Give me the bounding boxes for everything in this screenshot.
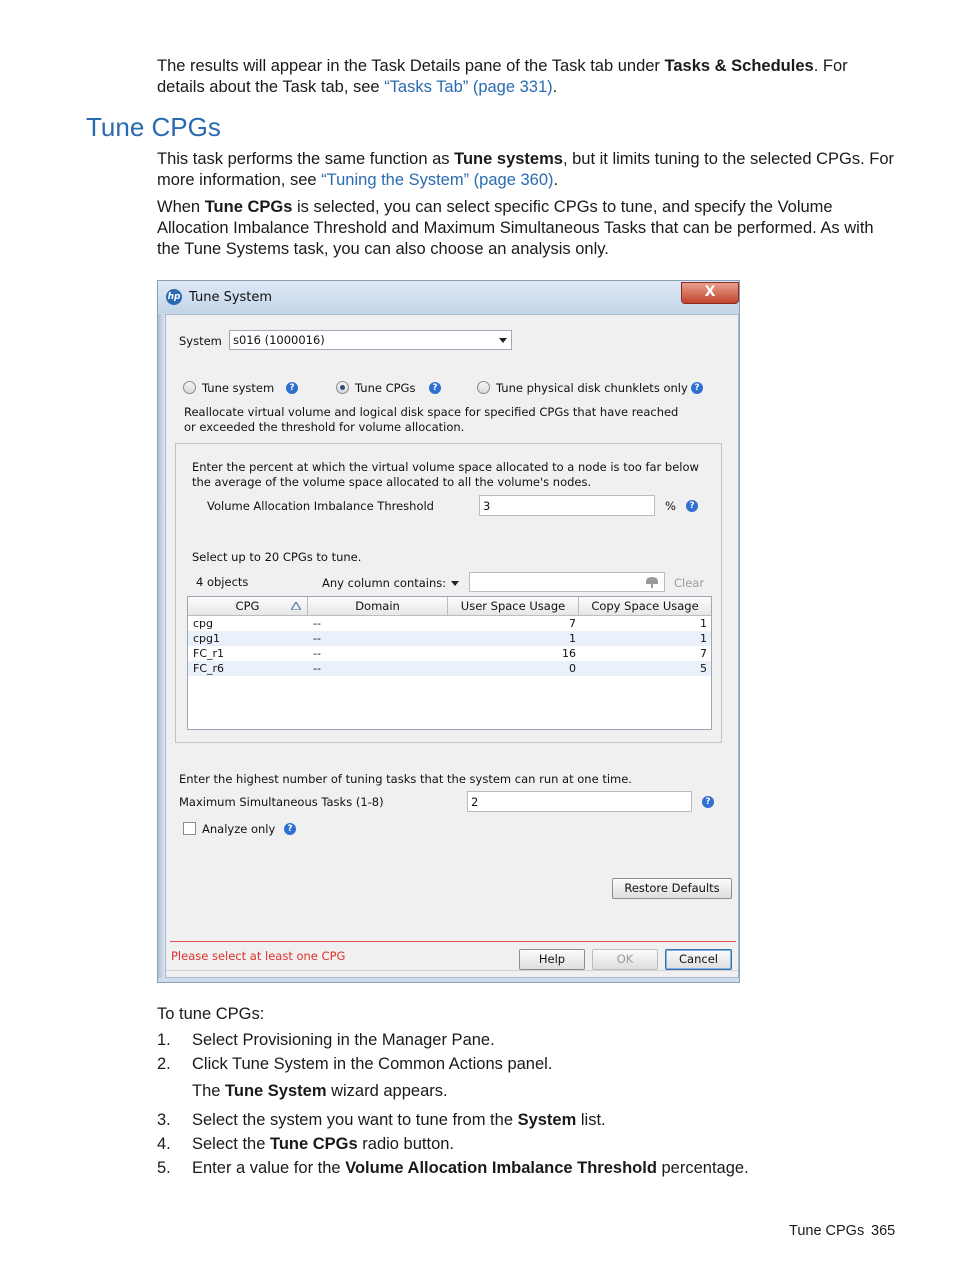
para1-text-2: , but it limits tuning to the selected CPGs. For more information, see bbox=[157, 150, 895, 189]
help-icon[interactable]: ? bbox=[686, 500, 698, 512]
step-text-bold: Volume Allocation Imbalance Threshold bbox=[345, 1159, 657, 1177]
hp-logo-icon: hp bbox=[166, 289, 182, 305]
objects-count: 4 objects bbox=[196, 575, 249, 589]
step-text bbox=[192, 1135, 454, 1154]
analyze-only-label: Analyze only bbox=[202, 822, 276, 836]
tasks-tab-link[interactable]: “Tasks Tab” (page 331) bbox=[384, 78, 553, 96]
radio-tune-cpgs-label: Tune CPGs bbox=[355, 381, 416, 395]
cell-user-space: 1 bbox=[569, 632, 576, 645]
cell-domain: -- bbox=[313, 647, 321, 660]
step-text-pre: Select the system you want to tune from the bbox=[192, 1111, 518, 1129]
cell-copy-space: 1 bbox=[700, 617, 707, 630]
step-number: 1. bbox=[157, 1031, 171, 1049]
eraser-icon bbox=[644, 575, 660, 589]
para2-text-2: is selected, you can select specific CPGs to tune, and specify the Volume Allocation Imbalance Threshold and Maximum Simultaneous Tasks that can be performed. As with the Tune Systems task, you can also choose an analysis only. bbox=[157, 198, 874, 258]
step-text-post: list. bbox=[576, 1111, 606, 1129]
step-text bbox=[192, 1111, 606, 1130]
note-text-2: wizard appears. bbox=[326, 1082, 448, 1100]
help-icon[interactable]: ? bbox=[691, 382, 703, 394]
para2-bold: Tune CPGs bbox=[204, 198, 293, 216]
step-number: 3. bbox=[157, 1111, 171, 1129]
cell-domain: -- bbox=[313, 662, 321, 675]
para-2 bbox=[157, 197, 899, 260]
cell-cpg: cpg bbox=[193, 617, 214, 630]
cell-user-space: 7 bbox=[569, 617, 576, 630]
analyze-only-checkbox[interactable] bbox=[183, 822, 196, 835]
para1-text: This task performs the same function as bbox=[157, 150, 455, 168]
column-header-cpg[interactable] bbox=[188, 597, 308, 616]
table-row[interactable] bbox=[188, 631, 711, 646]
column-header-label: CPG bbox=[235, 599, 260, 613]
para-1 bbox=[157, 149, 899, 191]
sort-ascending-icon bbox=[291, 602, 301, 610]
radio-tune-system[interactable] bbox=[183, 381, 196, 394]
cell-user-space: 16 bbox=[562, 647, 576, 660]
cell-copy-space: 7 bbox=[700, 647, 707, 660]
step-note bbox=[192, 1082, 448, 1101]
column-header-label: Domain bbox=[355, 599, 400, 613]
max-tasks-description: Enter the highest number of tuning tasks that the system can run at one time. bbox=[179, 772, 632, 786]
select-hint: Select up to 20 CPGs to tune. bbox=[192, 550, 362, 564]
filter-label: Any column contains: bbox=[322, 576, 447, 590]
button-divider bbox=[166, 970, 738, 971]
cancel-button[interactable]: Cancel bbox=[665, 949, 732, 970]
para1-bold: Tune systems bbox=[454, 150, 563, 168]
help-icon[interactable]: ? bbox=[286, 382, 298, 394]
table-row[interactable] bbox=[188, 616, 711, 631]
cell-domain: -- bbox=[313, 632, 321, 645]
threshold-input[interactable] bbox=[479, 495, 655, 516]
column-header-domain[interactable] bbox=[308, 597, 448, 616]
threshold-label: Volume Allocation Imbalance Threshold bbox=[207, 499, 434, 513]
step-text-pre: Enter a value for the bbox=[192, 1159, 346, 1177]
note-text: The bbox=[192, 1082, 226, 1100]
cell-cpg: cpg1 bbox=[193, 632, 221, 645]
threshold-description: Enter the percent at which the virtual volume space allocated to a node is too far below the average of the volume space allocated to all the volume's nodes. bbox=[192, 460, 699, 489]
step-number: 2. bbox=[157, 1055, 171, 1073]
max-tasks-value: 2 bbox=[471, 795, 479, 809]
intro-bold: Tasks & Schedules bbox=[664, 57, 814, 75]
radio-tune-chunklets[interactable] bbox=[477, 381, 490, 394]
section-heading: Tune CPGs bbox=[86, 112, 221, 142]
cell-user-space: 0 bbox=[569, 662, 576, 675]
help-button[interactable]: Help bbox=[519, 949, 585, 970]
note-bold: Tune System bbox=[225, 1082, 327, 1100]
step-text-bold: System bbox=[517, 1111, 577, 1129]
help-icon[interactable]: ? bbox=[284, 823, 296, 835]
step-number: 4. bbox=[157, 1135, 171, 1153]
step-number: 5. bbox=[157, 1159, 171, 1177]
step-text-post: radio button. bbox=[357, 1135, 455, 1153]
step-text: Click Tune System in the Common Actions panel. bbox=[192, 1055, 553, 1073]
step-text bbox=[192, 1159, 749, 1178]
cell-domain: -- bbox=[313, 617, 321, 630]
system-label: System bbox=[179, 334, 222, 348]
intro-paragraph bbox=[157, 56, 899, 98]
intro-text: The results will appear in the Task Details pane of the Task tab under bbox=[157, 57, 665, 75]
tune-description: Reallocate virtual volume and logical disk space for specified CPGs that have reached or exceeded the threshold for volume allocation. bbox=[184, 405, 679, 434]
column-header-copy-space[interactable] bbox=[579, 597, 711, 616]
help-icon[interactable]: ? bbox=[429, 382, 441, 394]
table-row[interactable] bbox=[188, 646, 711, 661]
dialog-client bbox=[165, 314, 739, 978]
tune-system-dialog bbox=[157, 280, 740, 983]
ok-button[interactable]: OK bbox=[592, 949, 658, 970]
restore-defaults-button[interactable]: Restore Defaults bbox=[612, 878, 732, 899]
tuning-system-link[interactable]: “Tuning the System” (page 360) bbox=[321, 171, 554, 189]
system-select[interactable] bbox=[229, 330, 512, 350]
step-text-bold: Tune CPGs bbox=[269, 1135, 358, 1153]
para1-text-3: . bbox=[553, 171, 559, 189]
column-header-label: Copy Space Usage bbox=[591, 599, 699, 613]
cell-cpg: FC_r6 bbox=[193, 662, 225, 675]
footer-section: Tune CPGs bbox=[789, 1223, 865, 1239]
table-row[interactable] bbox=[188, 661, 711, 676]
chevron-down-icon bbox=[499, 338, 507, 343]
cpg-table bbox=[187, 596, 712, 730]
cell-cpg: FC_r1 bbox=[193, 647, 225, 660]
step-text-pre: Select the bbox=[192, 1135, 270, 1153]
cell-copy-space: 1 bbox=[700, 632, 707, 645]
percent-label: % bbox=[665, 499, 676, 513]
intro-text-2: . For details about the Task tab, see bbox=[157, 57, 848, 96]
para2-text: When bbox=[157, 198, 205, 216]
clear-button[interactable]: Clear bbox=[674, 576, 705, 590]
help-icon[interactable]: ? bbox=[702, 796, 714, 808]
radio-tune-system-label: Tune system bbox=[202, 381, 275, 395]
filter-dropdown-icon[interactable] bbox=[451, 581, 459, 586]
intro-text-3: . bbox=[552, 78, 558, 96]
max-tasks-label: Maximum Simultaneous Tasks (1-8) bbox=[179, 795, 384, 809]
radio-tune-chunklets-label: Tune physical disk chunklets only bbox=[496, 381, 688, 395]
step-text-post: percentage. bbox=[656, 1159, 749, 1177]
close-button[interactable]: X bbox=[681, 282, 739, 304]
step-text: Select Provisioning in the Manager Pane. bbox=[192, 1031, 495, 1049]
max-tasks-input[interactable] bbox=[467, 791, 692, 812]
column-header-user-space[interactable] bbox=[448, 597, 579, 616]
window-edge bbox=[158, 314, 165, 978]
error-divider bbox=[170, 941, 736, 942]
threshold-value: 3 bbox=[483, 499, 491, 513]
radio-tune-cpgs[interactable] bbox=[336, 381, 349, 394]
error-message: Please select at least one CPG bbox=[171, 949, 346, 963]
steps-intro: To tune CPGs: bbox=[157, 1005, 265, 1023]
page-number: 365 bbox=[871, 1223, 896, 1239]
system-value: s016 (1000016) bbox=[233, 333, 325, 347]
filter-input[interactable] bbox=[469, 572, 665, 592]
dialog-title: Tune System bbox=[189, 290, 273, 305]
column-header-label: User Space Usage bbox=[460, 599, 566, 613]
cell-copy-space: 5 bbox=[700, 662, 707, 675]
dialog-titlebar bbox=[158, 281, 739, 313]
